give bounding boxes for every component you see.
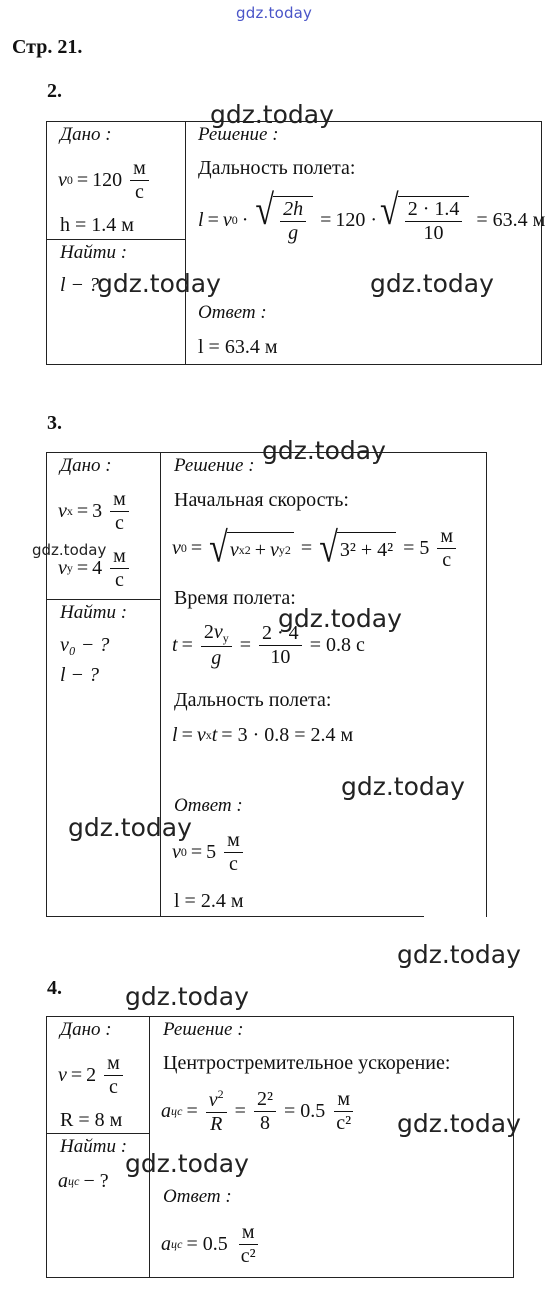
problem-4-given-find-divider — [46, 1133, 149, 1134]
problem-2-number: 2. — [47, 80, 62, 102]
problem-3-given-find-divider — [46, 599, 160, 600]
problem-3-find-v0: v₀ − ? — [60, 634, 110, 656]
problem-2-divider — [185, 121, 186, 364]
problem-3-step3-formula: l = v x t = 3 · 0.8 = 2.4 м — [172, 724, 354, 746]
problem-3-given-label: Дано : — [60, 455, 112, 476]
watermark: gdz.today — [97, 269, 221, 298]
watermark: gdz.today — [125, 982, 249, 1011]
problem-3-divider — [160, 452, 161, 917]
problem-2-solution-label: Решение : — [198, 124, 279, 145]
problem-3-find-label: Найти : — [60, 602, 128, 623]
problem-3-step3-title: Дальность полета: — [174, 689, 332, 711]
problem-4-find: a цс − ? — [58, 1170, 109, 1192]
problem-2-find: l − ? — [60, 274, 100, 296]
watermark: gdz.today — [370, 269, 494, 298]
problem-2-find-label: Найти : — [60, 242, 128, 263]
problem-3-find-l: l − ? — [60, 664, 100, 686]
problem-2-step-title: Дальность полета: — [198, 157, 356, 179]
problem-3-solution-label: Решение : — [174, 455, 255, 476]
problem-4-given-R: R = 8 м — [60, 1109, 123, 1131]
problem-4-step-title: Центростремительное ускорение: — [163, 1052, 451, 1074]
problem-2-answer-label: Ответ : — [198, 302, 267, 323]
problem-4-solution-label: Решение : — [163, 1019, 244, 1040]
watermark: gdz.today — [278, 604, 402, 633]
watermark: gdz.today — [262, 436, 386, 465]
problem-2-given-v0: v 0 = 120 $\frac{м}{с}$ — [58, 158, 153, 203]
problem-2-given-h: h = 1.4 м — [60, 214, 134, 236]
watermark: gdz.today — [32, 541, 107, 559]
problem-4-formula: a цс = $\frac{v^2}{R}$ = $\frac{\text{2²}}{8}$ = 0.5 $\frac{м}{\text{с²}}$ — [161, 1087, 352, 1135]
problem-3-bottom-line — [46, 916, 424, 917]
problem-3-answer-label: Ответ : — [174, 795, 243, 816]
watermark: gdz.today — [210, 100, 334, 129]
watermark: gdz.today — [68, 813, 192, 842]
page-heading: Стр. 21. — [12, 36, 83, 58]
problem-3-number: 3. — [47, 412, 62, 434]
watermark: gdz.today — [397, 940, 521, 969]
problem-3-given-vx: v x = 3 $\frac{м}{с}$ — [58, 489, 133, 534]
problem-4-answer: a цс = 0.5 $\frac{м}{\text{с²}}$ — [161, 1221, 256, 1267]
problem-2-given-label: Дано : — [60, 124, 112, 145]
problem-2-given-find-divider — [46, 239, 185, 240]
problem-4-answer-label: Ответ : — [163, 1186, 232, 1207]
watermark-top: gdz.today — [236, 4, 313, 22]
problem-3-step1-title: Начальная скорость: — [174, 489, 349, 511]
watermark: gdz.today — [341, 772, 465, 801]
problem-4-find-label: Найти : — [60, 1136, 128, 1157]
problem-3-step2-title: Время полета: — [174, 587, 296, 609]
problem-3-given-vy: v y = 4 $\frac{м}{с}$ — [58, 546, 133, 591]
watermark: gdz.today — [125, 1149, 249, 1178]
problem-4-number: 4. — [47, 977, 62, 999]
problem-2-formula: l = v 0 · √ $\frac{2h}{g}$ = 120 · √ $\frac{2 \cdot 1.4}{10}$ = 63.4 м — [198, 187, 546, 244]
watermark: gdz.today — [397, 1109, 521, 1138]
problem-3-step1-formula: v 0 = √ v x 2 + v y 2 = √ 3² + 4² = 5 $\frac{м}{с}$ — [172, 526, 460, 571]
problem-3-answer-v0: v 0 = 5 $\frac{м}{с}$ — [172, 830, 247, 875]
problem-2-answer: l = 63.4 м — [198, 336, 278, 358]
problem-3-answer-l: l = 2.4 м — [174, 890, 244, 912]
problem-4-given-label: Дано : — [60, 1019, 112, 1040]
problem-3-step2-formula: t = $\frac{2v_y}{g}$ = $\frac{2 \cdot 4}{10}$ = 0.8 с — [172, 621, 365, 669]
problem-4-divider — [149, 1016, 150, 1277]
problem-4-given-v: v = 2 $\frac{м}{с}$ — [58, 1053, 127, 1098]
